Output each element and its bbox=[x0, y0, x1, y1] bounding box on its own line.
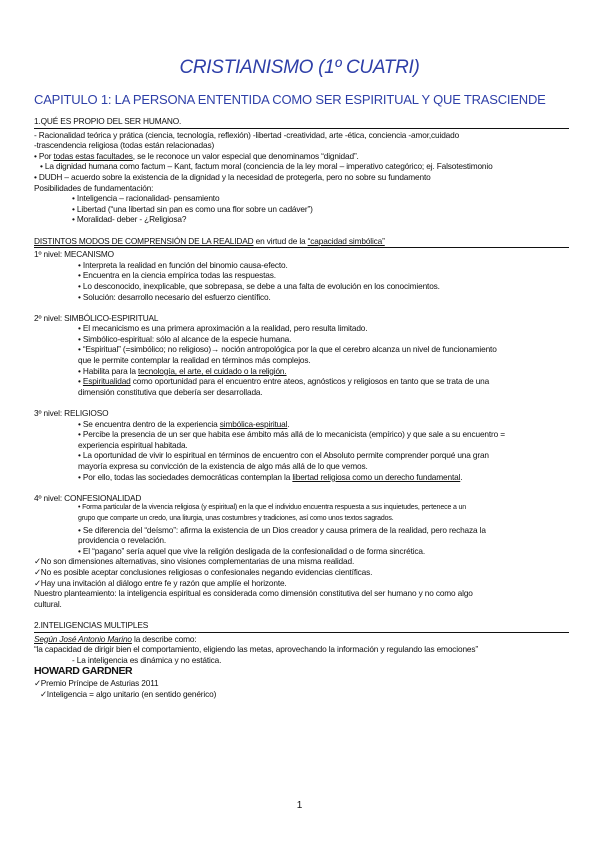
bullet-item: • Espiritualidad como oportunidad para el encuentro entre ateos, agnósticos y religiosos en tanto que se trata de una bbox=[78, 376, 490, 387]
text-line: experiencia espiritual habitada. bbox=[78, 439, 188, 450]
text-line: -trascendencia religiosa (todas están relacionadas) bbox=[34, 140, 215, 151]
quote-line: “la capacidad de dirigir bien el comportamiento, eligiendo las metas, aprovechando la información y regulando las emociones” bbox=[34, 644, 478, 655]
check-item: ✓Hay una invitación al diálogo entre fe y razón que amplíe el horizonte. bbox=[34, 577, 287, 588]
bullet-item: • La oportunidad de vivir lo espiritual en términos de encuentro con el Absoluto permite comprender porqué una gran bbox=[78, 450, 489, 461]
bullet-item: • Se diferencia del “deísmo”: afirma la existencia de un Dios creador y causa primera de la realidad, pero rechaza la bbox=[78, 524, 486, 535]
bullet-item: • “Espiritual” (=simbólico; no religioso)→ noción antropológica por la que el cerebro alcanza un nivel de funcionamiento bbox=[78, 344, 497, 355]
check-item: ✓No es posible aceptar conclusiones religiosas o confesionales negando evidencias científicas. bbox=[34, 566, 373, 577]
bullet-item: • Moralidad- deber - ¿Religiosa? bbox=[72, 214, 187, 225]
level-title: 2º nivel: SIMBÓLICO-ESPIRITUAL bbox=[34, 312, 159, 323]
text-line: cultural. bbox=[34, 598, 62, 609]
bullet-item: • Inteligencia – racionalidad- pensamiento bbox=[72, 193, 220, 204]
text-line: • La dignidad humana como factum – Kant, factum moral (conciencia de la ley moral – imperativo categórico; ej. Falsotestimonio bbox=[40, 161, 493, 172]
check-item: ✓Inteligencia = algo unitario (en sentido genérico) bbox=[40, 688, 217, 699]
bullet-item: • Solución: desarrollo necesario del esfuerzo científico. bbox=[78, 291, 271, 302]
chapter-heading: CAPITULO 1: LA PERSONA ENTENTIDA COMO SER ESPIRITUAL Y QUE TRASCIENDE bbox=[34, 92, 546, 107]
section-heading: 1.QUÉ ES PROPIO DEL SER HUMANO. bbox=[34, 116, 569, 129]
bullet-item: • Lo desconocido, inexplicable, que sobrepasa, se debe a una falta de evolución en los conocimientos. bbox=[78, 280, 440, 291]
bullet-item: • Forma particular de la vivencia religiosa (y espiritual) en la que el individuo encuentra respuesta a sus inquietudes, pertenece a un bbox=[78, 504, 467, 512]
text-line: - Racionalidad teórica y prática (ciencia, tecnología, reflexión) -libertad -creatividad, arte -ética, conciencia -amor,cuidado bbox=[34, 129, 460, 140]
bullet-item: • Interpreta la realidad en función del binomio causa-efecto. bbox=[78, 259, 288, 270]
page-number: 1 bbox=[296, 800, 303, 811]
text-line: Nuestro planteamiento: la inteligencia espiritual es considerada como dimensión constitutiva del ser humano y no como algo bbox=[34, 588, 473, 599]
text-line: grupo que comparte un credo, una liturgia, unas costumbres y tradiciones, así como unos textos sagrados. bbox=[78, 514, 394, 522]
bullet-item: • Simbólico-espiritual: sólo al alcance de la especie humana. bbox=[78, 333, 292, 344]
text-line: que le permite contemplar la realidad en términos más complejos. bbox=[78, 355, 311, 366]
level-title: 1º nivel: MECANISMO bbox=[34, 249, 114, 260]
dash-item: - La inteligencia es dinámica y no estática. bbox=[72, 654, 222, 665]
bullet-item: • Se encuentra dentro de la experiencia simbólica-espiritual. bbox=[78, 418, 290, 429]
bullet-item: • Por ello, todas las sociedades democráticas contemplan la libertad religiosa como un derecho fundamental. bbox=[78, 471, 463, 482]
level-title: 3º nivel: RELIGIOSO bbox=[34, 408, 109, 419]
text-line: • Por todas estas facultades, se le reconoce un valor especial que denominamos “dignidad”. bbox=[34, 150, 359, 161]
bullet-item: • Encuentra en la ciencia empírica todas las respuestas. bbox=[78, 270, 276, 281]
text-line: Posibilidades de fundamentación: bbox=[34, 182, 154, 193]
text-line: dimensión constitutiva que debería ser desarrollada. bbox=[78, 386, 263, 397]
text-line: • DUDH – acuerdo sobre la existencia de la dignidad y la necesidad de protegerla, pero no sobre su fundamento bbox=[34, 171, 431, 182]
subheading: HOWARD GARDNER bbox=[34, 665, 133, 678]
check-item: ✓Premio Príncipe de Asturias 2011 bbox=[34, 678, 159, 689]
section-heading: 2.INTELIGENCIAS MULTIPLES bbox=[34, 620, 569, 633]
bullet-item: • El “pagano” sería aquel que vive la religión desligada de la confesionalidad o de forma sincrética. bbox=[78, 545, 426, 556]
document-title: CRISTIANISMO (1º CUATRI) bbox=[179, 57, 420, 78]
document-body bbox=[34, 116, 569, 699]
text-line: providencia o revelación. bbox=[78, 535, 167, 546]
bullet-item: • Libertad (“una libertad sin pan es como una flor sobre un cadáver”) bbox=[72, 203, 313, 214]
text-line: mayoría expresa su convicción de la existencia de algo más allá de lo que vemos. bbox=[78, 461, 368, 471]
bullet-item: • El mecanicismo es una primera aproximación a la realidad, pero resulta limitado. bbox=[78, 323, 368, 334]
text-line: Según José Antonio Marino la describe como: bbox=[34, 633, 197, 644]
level-title: 4º nivel: CONFESIONALIDAD bbox=[34, 492, 142, 503]
bullet-item: • Habilita para la tecnología, el arte, el cuidado o la religión. bbox=[78, 365, 287, 376]
check-item: ✓No son dimensiones alternativas, sino visiones complementarias de una misma realidad. bbox=[34, 556, 355, 567]
bullet-item: • Percibe la presencia de un ser que habita ese ámbito más allá de lo mecanicista (empírico) y que sale a su encuentro = bbox=[78, 429, 505, 440]
section-heading: DISTINTOS MODOS DE COMPRENSIÓN DE LA REALIDAD en virtud de la “capacidad simbólica” bbox=[34, 236, 569, 249]
